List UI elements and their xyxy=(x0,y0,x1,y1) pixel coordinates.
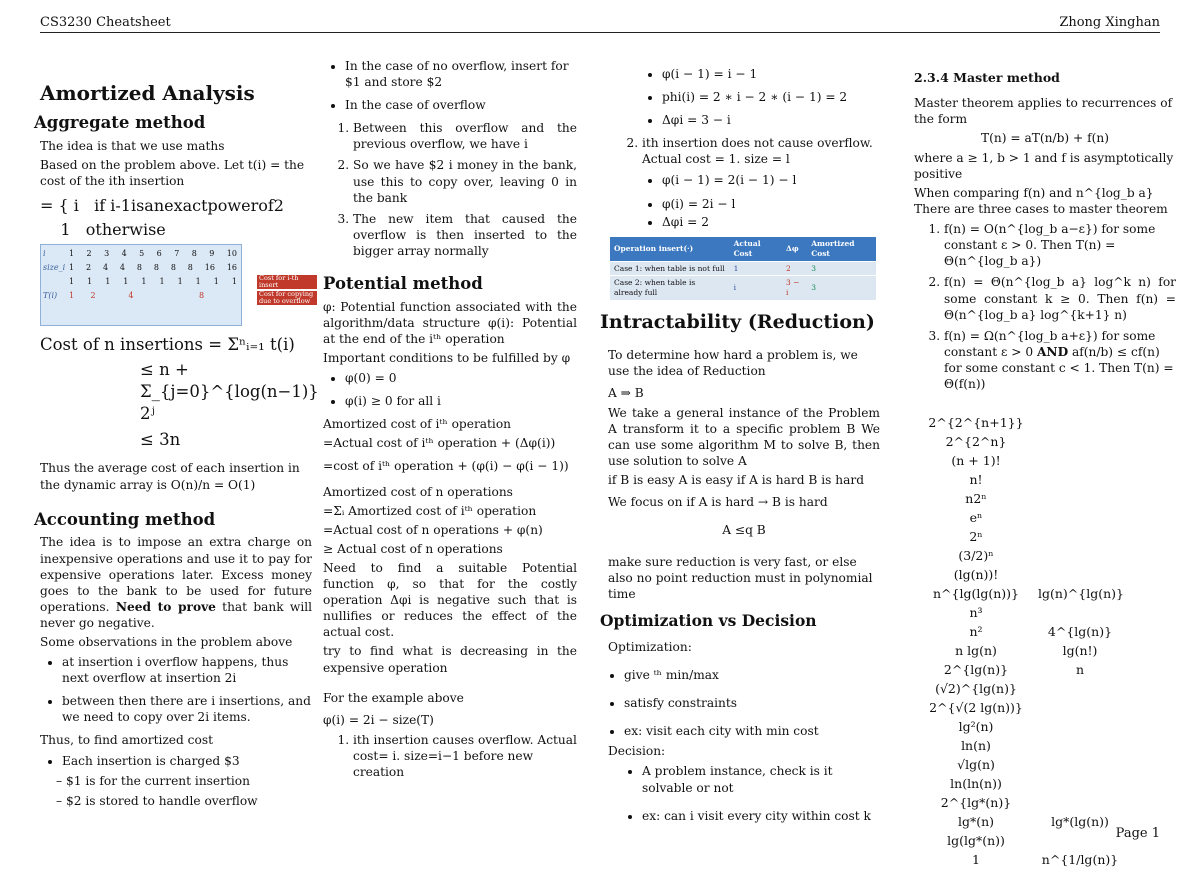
master-para-3: where a ≥ 1, b > 1 and f is asymptotically positive xyxy=(914,150,1174,181)
column-1 xyxy=(34,56,319,816)
cell: 16 xyxy=(204,262,215,272)
growth-function: (n + 1)! xyxy=(951,453,1001,469)
table-note-copy: Cost for copying due to overflow xyxy=(257,291,317,305)
growth-function: n! xyxy=(969,472,983,488)
growth-row xyxy=(914,585,1176,604)
growth-function: lg²(n) xyxy=(958,719,994,735)
cell: 8 xyxy=(191,248,197,258)
table-note-insert: Cost for i-th insert xyxy=(257,275,317,289)
int-para-2: A ⇒ B xyxy=(608,386,644,401)
cell: 8 xyxy=(153,262,159,272)
cell: 9 xyxy=(209,248,215,258)
list-item: 2. f(n) = Θ(n^{log_b a} log^k n) for some constant k ≥ 0. Then f(n) = Θ(n^{log_b a} log^{k+1} n) xyxy=(944,274,1176,322)
list-item: 2. ith insertion does not cause overflow. Actual cost = 1. size = l xyxy=(642,135,880,167)
int-para-5: We focus on if A is hard → B is hard xyxy=(608,495,828,510)
column-4 xyxy=(914,66,1176,870)
intract-body xyxy=(600,347,880,602)
cell: 1 xyxy=(213,276,219,286)
list-item: 3. The new item that caused the overflow is then inserted to the bigger array normally xyxy=(353,211,577,259)
dec-list xyxy=(608,763,880,823)
acc-list xyxy=(40,654,312,725)
cell: 8 xyxy=(136,262,142,272)
opt-para-1: Optimization: xyxy=(608,639,692,654)
growth-function: 2^{√(2 lg(n))} xyxy=(929,700,1023,716)
growth-function: 2ⁿ xyxy=(969,529,983,545)
cell: 6 xyxy=(156,248,162,258)
list-item: 2. So we have $2 i money in the bank, use this to copy over, leaving 0 in the bank xyxy=(353,157,577,205)
list-item: • Δφi = 3 − i xyxy=(662,112,880,128)
cell: 1 xyxy=(69,248,75,258)
growth-function-equivalent: n^{1/lg(n)} xyxy=(1041,852,1119,868)
cell: 8 xyxy=(199,290,205,300)
cost-formula-2: ≤ n + Σ_{j=0}^{log(n−1)} 2ʲ xyxy=(140,360,319,423)
cell: 4 xyxy=(121,248,127,258)
master-para-1: Master theorem applies to recurrences of the form xyxy=(914,95,1173,126)
growth-function-equivalent: n xyxy=(1075,662,1085,678)
cell: 1 xyxy=(177,276,183,286)
growth-function: (3/2)ⁿ xyxy=(958,548,994,564)
header-left: CS3230 Cheatsheet xyxy=(40,15,171,30)
cell: 1 xyxy=(123,276,129,286)
heading-potential: Potential method xyxy=(323,274,483,294)
column-2 xyxy=(323,58,577,785)
cell: 2 xyxy=(85,262,92,272)
cell: 10 xyxy=(226,248,237,258)
int-para-3: We take a general instance of the Problem A transform it to a specific problem B We can use some algorithm M to solve B, then use solution to solve A xyxy=(608,405,880,468)
list-item: • φ(i − 1) = i − 1 xyxy=(662,66,880,82)
acc-para-2: Some observations in the problem above xyxy=(40,635,293,649)
page-header xyxy=(40,12,1160,33)
cell: 1 xyxy=(69,290,75,300)
pot-para-8: =Actual cost of n operations + φ(n) xyxy=(323,522,543,537)
list-item: – $2 is stored to handle overflow xyxy=(68,793,312,809)
growth-function: n^{lg(lg(n))} xyxy=(933,586,1019,602)
table-cell: 3 xyxy=(807,261,876,276)
growth-row xyxy=(914,794,1176,813)
growth-function: 2^{lg(n)} xyxy=(943,662,1009,678)
list-item: • give ᵗʰ min/max xyxy=(624,667,880,683)
table-header: Amortized Cost xyxy=(807,237,876,261)
table-row xyxy=(610,261,876,276)
pot-para-7: =Σᵢ Amortized cost of iᵗʰ operation xyxy=(323,503,537,518)
list-item: • phi(i) = 2 ∗ i − 2 ∗ (i − 1) = 2 xyxy=(662,89,880,105)
int-para-1: To determine how hard a problem is, we use the idea of Reduction xyxy=(608,348,858,379)
list-item: • Each insertion is charged $3 xyxy=(62,753,312,769)
int-para-4: if B is easy A is easy if A is hard B is hard xyxy=(608,472,865,487)
table-header-row xyxy=(610,237,876,261)
acc-emphasis: Need to prove xyxy=(115,599,216,614)
cost-formula-3: ≤ 3n xyxy=(140,429,181,449)
list-item: • In the case of no overflow, insert for $1 and store $2 xyxy=(345,58,577,90)
cost-formula-1: Cost of n insertions = Σⁿᵢ₌₁ t(i) xyxy=(40,334,295,354)
growth-function: 2^{2^n} xyxy=(945,434,1007,450)
case3-and: AND xyxy=(1036,344,1069,359)
row-i xyxy=(69,249,237,260)
int-para-7: make sure reduction is very fast, or else also no point reduction must in polynomial time xyxy=(608,555,873,602)
cell: 5 xyxy=(139,248,145,258)
acc-dash-list xyxy=(40,773,312,809)
growth-function: 1 xyxy=(972,852,980,868)
heading-master-method: 2.3.4 Master method xyxy=(914,70,1060,85)
growth-function-equivalent: lg(n)^{lg(n)} xyxy=(1038,586,1124,602)
cell: 1 xyxy=(105,276,111,286)
header-right: Zhong Xinghan xyxy=(1059,15,1160,30)
list-item: 1. Between this overflow and the previous overflow, we have i xyxy=(353,120,577,152)
heading-intractability: Intractability (Reduction) xyxy=(600,311,875,334)
growth-function: (√2)^{lg(n)} xyxy=(935,681,1017,697)
growth-row xyxy=(914,433,1176,452)
cell: 1 xyxy=(69,262,75,272)
table-cell: 3 − i xyxy=(782,276,807,300)
table-cell: i xyxy=(730,276,782,300)
growth-row xyxy=(914,471,1176,490)
pot-para-12: For the example above xyxy=(323,690,464,705)
pot-para-4: =Actual cost of iᵗʰ operation + (Δφ(i)) xyxy=(323,436,556,451)
agg-para-1: The idea is that we use maths xyxy=(40,139,225,154)
growth-row xyxy=(914,490,1176,509)
list-item: 1. f(n) = O(n^{log_b a−ε}) for some constant ε > 0. Then T(n) = Θ(n^{log_b a}) xyxy=(944,221,1176,269)
master-para-2: T(n) = aT(n/b) + f(n) xyxy=(981,130,1109,145)
list-item xyxy=(944,328,1176,392)
cell: 1 xyxy=(141,276,147,286)
section-title-amortized: Amortized Analysis xyxy=(40,81,255,105)
case2-sublist xyxy=(600,172,880,229)
growth-function: ln(ln(n)) xyxy=(950,776,1002,792)
growth-function: n2ⁿ xyxy=(965,491,987,507)
growth-row xyxy=(914,623,1176,642)
cell: 8 xyxy=(187,262,193,272)
opt-body xyxy=(600,639,880,824)
growth-row xyxy=(914,680,1176,699)
cell: 7 xyxy=(174,248,180,258)
growth-row xyxy=(914,775,1176,794)
heading-aggregate: Aggregate method xyxy=(34,113,206,133)
cell: 1 xyxy=(87,276,93,286)
page-number: Page 1 xyxy=(1115,825,1160,841)
master-cases xyxy=(914,221,1176,392)
table-cell: 2 xyxy=(782,261,807,276)
list-item: • satisfy constraints xyxy=(624,695,880,711)
growth-row xyxy=(914,756,1176,775)
growth-row xyxy=(914,718,1176,737)
master-para-4: When comparing f(n) and n^{log_b a} There are three cases to master theorem xyxy=(914,185,1168,217)
table-header: Operation insert(·) xyxy=(610,237,730,261)
heading-opt-decision: Optimization vs Decision xyxy=(600,610,817,630)
growth-row xyxy=(914,699,1176,718)
pot-para-5: =cost of iᵗʰ operation + (φ(i) − φ(i − 1)) xyxy=(323,458,569,473)
acc-text: that bank will never go negative. xyxy=(40,599,313,630)
row-label-t: T(i) xyxy=(43,290,58,300)
cell: 16 xyxy=(226,262,237,272)
list-item: • between then there are i insertions, and we need to copy over 2i items. xyxy=(62,693,312,725)
cell: 4 xyxy=(119,262,125,272)
overflow-case-list xyxy=(323,58,577,113)
growth-row xyxy=(914,851,1176,870)
overflow-steps xyxy=(323,120,577,259)
acc-text: The idea is to impose an extra charge on inexpensive operations and use it to pay for expensive operations later. Excess money goes to the bank to be used for future operations. xyxy=(40,535,312,614)
growth-row xyxy=(914,414,1176,433)
growth-row xyxy=(914,604,1176,623)
acc-list-2 xyxy=(40,753,312,769)
list-item: • at insertion i overflow happens, thus next overflow at insertion 2i xyxy=(62,654,312,686)
list-item: • φ(i − 1) = 2(i − 1) − l xyxy=(662,172,880,188)
growth-row xyxy=(914,737,1176,756)
list-item: • A problem instance, check is it solvable or not xyxy=(642,763,880,795)
growth-function-equivalent: 4^{lg(n)} xyxy=(1047,624,1113,640)
list-item: • φ(i) = 2i − l xyxy=(662,196,880,212)
cell: 1 xyxy=(231,276,237,286)
cell: 8 xyxy=(170,262,176,272)
list-item: • φ(i) ≥ 0 for all i xyxy=(345,393,577,409)
pot-para-2: Important conditions to be fulfilled by φ xyxy=(323,351,571,366)
growth-function-equivalent: lg(n!) xyxy=(1062,643,1098,659)
cell: 1 xyxy=(195,276,201,286)
case3-text: f(n) = Ω(n^{log_b a+ε}) for some constant ε > 0 xyxy=(944,328,1156,359)
growth-row xyxy=(914,528,1176,547)
cell: 2 xyxy=(86,248,92,258)
growth-function: ln(n) xyxy=(961,738,991,754)
table-header: Actual Cost xyxy=(730,237,782,261)
growth-function: n lg(n) xyxy=(955,643,997,659)
cases-line-1: = { i if i-1isanexactpowerof2 xyxy=(40,196,284,216)
cell: 1 xyxy=(159,276,165,286)
table-cell: 3 xyxy=(807,276,876,300)
growth-function: √lg(n) xyxy=(957,757,995,773)
row-label-size: size_i xyxy=(43,262,66,272)
cell: 1 xyxy=(69,276,75,286)
list-item: • ex: can i visit every city within cost k xyxy=(642,808,880,824)
acc-para-1 xyxy=(40,534,312,631)
growth-function: (lg(n))! xyxy=(953,567,999,583)
case3-text: af(n/b) ≤ cf(n) for some constant c < 1. Then T(n) = Θ(f(n)) xyxy=(944,344,1174,391)
pot-para-9: ≥ Actual cost of n operations xyxy=(323,541,503,556)
growth-order-list xyxy=(914,414,1176,870)
growth-function-equivalent: lg*(lg(n)) xyxy=(1051,814,1109,830)
agg-para-3: Thus the average cost of each insertion in the dynamic array is O(n)/n = O(1) xyxy=(40,461,300,492)
growth-row xyxy=(914,509,1176,528)
row-t2 xyxy=(69,291,237,302)
table-cell: Case 1: when table is not full xyxy=(610,261,730,276)
list-item: • φ(0) = 0 xyxy=(345,370,577,386)
potential-summary-table xyxy=(610,237,876,300)
list-item: 1. ith insertion causes overflow. Actual cost= i. size=i−1 before new creation xyxy=(353,732,577,780)
cell: 3 xyxy=(104,248,110,258)
cell: 4 xyxy=(102,262,109,272)
cases-line-2: 1 otherwise xyxy=(40,219,166,239)
case1-list xyxy=(600,66,880,128)
pot-para-1: φ: Potential function associated with the algorithm/data structure φ(i): Potential at the end of the iᵗʰ operation xyxy=(323,299,577,346)
agg-para-2: Based on the problem above. Let t(i) = the cost of the ith insertion xyxy=(40,158,305,189)
growth-row xyxy=(914,452,1176,471)
heading-accounting: Accounting method xyxy=(34,509,216,529)
pot-para-10: Need to find a suitable Potential function φ, so that for the costly operation Δφi is negative such that is nullifies or reduces the effect of the actual cost. xyxy=(323,561,577,640)
opt-list xyxy=(608,667,880,739)
list-item: – $1 is for the current insertion xyxy=(68,773,312,789)
table-cell: 1 xyxy=(730,261,782,276)
growth-function: n² xyxy=(969,624,983,640)
row-label-i: i xyxy=(43,248,46,258)
growth-row xyxy=(914,566,1176,585)
growth-row xyxy=(914,661,1176,680)
acc-para-3: Thus, to find amortized cost xyxy=(40,733,213,748)
case2-list xyxy=(600,135,880,167)
pot-conditions xyxy=(323,370,577,409)
growth-function: lg(lg*(n)) xyxy=(947,833,1005,849)
growth-function: 2^{2^{n+1}} xyxy=(928,415,1024,431)
row-size xyxy=(69,263,237,274)
pot-para-13: φ(i) = 2i − size(T) xyxy=(323,712,434,727)
column-3 xyxy=(600,66,880,831)
cell: 2 xyxy=(90,290,96,300)
table-row xyxy=(610,276,876,300)
growth-row xyxy=(914,547,1176,566)
growth-function: lg*(n) xyxy=(957,814,995,830)
table-cell: Case 2: when table is already full xyxy=(610,276,730,300)
int-para-6: A ≤q B xyxy=(722,523,766,538)
list-item: • In the case of overflow xyxy=(345,97,577,113)
list-item: • Δφi = 2 xyxy=(662,214,880,230)
pot-para-3: Amortized cost of iᵗʰ operation xyxy=(323,417,512,432)
list-item: • ex: visit each city with min cost xyxy=(624,723,880,739)
overflow-table-image xyxy=(40,244,314,326)
dec-para-1: Decision: xyxy=(608,744,666,759)
cell: 4 xyxy=(128,290,134,300)
growth-function: n³ xyxy=(969,605,983,621)
pot-para-11: try to find what is decreasing in the expensive operation xyxy=(323,644,577,675)
table-header: Δφ xyxy=(782,237,807,261)
growth-row xyxy=(914,642,1176,661)
row-t1 xyxy=(69,277,237,288)
pot-example-list xyxy=(323,732,577,780)
pot-para-6: Amortized cost of n operations xyxy=(323,484,513,499)
growth-function: eⁿ xyxy=(969,510,983,526)
growth-function: 2^{lg*(n)} xyxy=(940,795,1012,811)
